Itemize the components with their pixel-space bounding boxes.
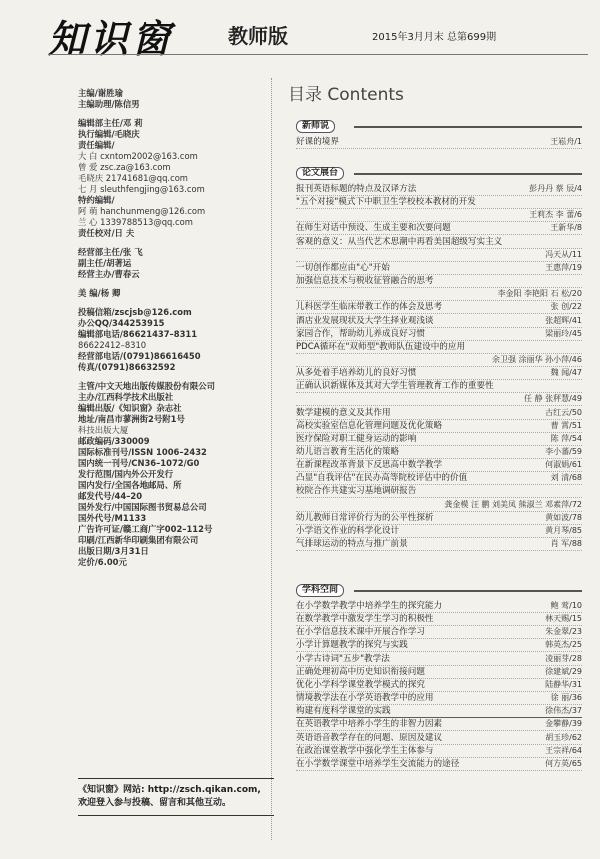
entry-title: 在小学数学教学中培养学生的探究能力 xyxy=(296,601,443,611)
toc-entry xyxy=(296,745,582,758)
info-block xyxy=(78,88,268,110)
entry-author-page: 任 静 张秤慧/49 xyxy=(524,394,582,404)
toc-entry xyxy=(296,420,582,433)
entry-author-page: 陆静华/31 xyxy=(545,679,582,689)
entry-title: 优化小学科学课堂教学模式的探究 xyxy=(296,679,425,690)
toc-entry xyxy=(296,433,582,446)
entry-title: 在英语教学中培养小学生的非智力因素 xyxy=(296,719,443,730)
info-line: 传真/(0791)86632592 xyxy=(78,362,176,372)
toc-entry xyxy=(296,301,582,314)
website-promo xyxy=(78,778,274,816)
promo-line: 欢迎登入参与投稿、留言和其他互动。 xyxy=(78,798,232,808)
entry-title: 校院合作共建实习基地调研报告 xyxy=(296,486,417,497)
info-line: 主编助理/陈信男 xyxy=(78,99,140,109)
info-line: 责任校对/日 夫 xyxy=(78,228,135,238)
entry-title: 英语语音教学存在的问题、原因及建议 xyxy=(296,732,443,743)
info-line: 兰 心 1339788513@qq.com xyxy=(78,217,193,227)
toc-entry xyxy=(296,446,582,459)
info-block xyxy=(78,307,268,373)
masthead xyxy=(48,8,588,61)
entry-title: 加强信息技术与税收征管融合的思考 xyxy=(296,276,434,287)
entry-author-page: 肖 军/88 xyxy=(550,539,582,549)
entry-author-page: 黄如波/78 xyxy=(545,512,582,522)
entry-title: 医疗保险对职工健身运动的影响 xyxy=(296,433,417,444)
info-line: 主管/中文天地出版传媒股份有限公司 xyxy=(78,381,216,391)
entry-title: 在数学教学中激发学生学习的积极性 xyxy=(296,614,434,625)
toc-entry xyxy=(296,758,582,771)
info-line: 经营部电话/(0791)86616450 xyxy=(78,351,201,361)
entry-title: 小学计算题教学的探究与实践 xyxy=(296,640,408,651)
masthead-info-column xyxy=(78,88,268,576)
entry-author-page: 张 创/22 xyxy=(550,302,582,312)
masthead-rule xyxy=(48,54,588,55)
info-line: 邮发代号/44–20 xyxy=(78,491,143,501)
entry-title: 好课的境界 xyxy=(296,137,339,147)
toc-entry xyxy=(296,136,582,149)
toc-entry xyxy=(296,262,582,275)
entry-author-page: 徐建斌/29 xyxy=(545,666,582,676)
info-line: 编辑出版/《知识窗》杂志社 xyxy=(78,403,182,413)
entry-author-page: 朱金翠/23 xyxy=(545,627,582,637)
entry-author-page: 王莉杰 李 蕾/6 xyxy=(529,210,582,220)
toc-entry xyxy=(296,512,582,525)
entry-author-page: 韩英杰/25 xyxy=(545,640,582,650)
promo-line: 《知识窗》网站: http://zsch.qikan.com, xyxy=(78,785,261,795)
toc-entry xyxy=(296,732,582,745)
entry-title: 构建有度科学课堂的实践 xyxy=(296,706,391,717)
toc-entry xyxy=(296,407,582,420)
toc-entry xyxy=(296,538,582,551)
toc-entry xyxy=(296,639,582,652)
entry-author-page: 古红云/50 xyxy=(545,407,582,417)
info-line: 印刷/江西新华印刷集团有限公司 xyxy=(78,535,199,545)
section-heading: 论文展台 xyxy=(296,167,344,180)
info-line: 出版日期/3月31日 xyxy=(78,546,149,556)
info-line: 邮政编码/330009 xyxy=(78,436,150,446)
info-block xyxy=(78,381,268,568)
info-line: 办公QQ/344253915 xyxy=(78,318,165,328)
toc-entry xyxy=(296,393,582,406)
entry-title: 客观的意义：从当代艺术思潮中再看美国超级写实主义 xyxy=(296,236,503,247)
toc-entry xyxy=(296,600,582,613)
info-line: 编辑部电话/86621437–8311 xyxy=(78,329,198,339)
issue-info: 2015年3月月末 总第699期 xyxy=(372,32,497,43)
toc-entry xyxy=(296,380,582,393)
entry-title: 在师生对话中预设、生成主要和次要问题 xyxy=(296,223,451,234)
info-line: 执行编辑/毛晓庆 xyxy=(78,129,140,139)
toc-entry xyxy=(296,692,582,705)
entry-title: 凸显"自我评估"在民办高等院校评估中的价值 xyxy=(296,473,468,484)
toc-entry xyxy=(296,499,582,512)
toc-entry xyxy=(296,236,582,249)
info-line: 责任编辑/ xyxy=(78,140,115,150)
toc-entry xyxy=(296,653,582,666)
entry-author-page: 王宗祥/64 xyxy=(545,745,582,755)
entry-title: 幼儿语言教育生活化的策略 xyxy=(296,447,400,457)
toc-entry xyxy=(296,196,582,209)
toc-entry xyxy=(296,485,582,498)
entry-author-page: 鲍 莺/10 xyxy=(550,601,582,610)
section-rule xyxy=(354,173,582,175)
info-line: 主编/谢胜瑜 xyxy=(78,88,123,98)
entry-title: 儿科医学生临床带教工作的体会及思考 xyxy=(296,302,443,313)
entry-title: 小学语文作业的科学化设计 xyxy=(296,525,400,536)
entry-author-page: 王惠萍/19 xyxy=(545,262,582,272)
entry-title: 一切创作都应由"心"开始 xyxy=(296,262,390,273)
entry-author-page: 林天赐/15 xyxy=(545,614,582,624)
info-block xyxy=(78,247,268,280)
toc-entry xyxy=(296,249,582,262)
entry-title: PDCA循环在"双师型"教师队伍建设中的应用 xyxy=(296,341,466,352)
toc-entry xyxy=(296,472,582,485)
info-line: 阿 萌 hanchunmeng@126.com xyxy=(78,206,206,216)
info-line: 七 月 sleuthfengjing@163.com xyxy=(78,184,205,194)
info-line: 国外发行/中国国际图书贸易总公司 xyxy=(78,502,207,512)
toc-entry xyxy=(296,183,582,196)
toc-entry xyxy=(296,679,582,692)
entry-author-page: 张超辉/41 xyxy=(545,315,582,325)
entry-title: 在小学数学课堂中培养学生交流能力的途径 xyxy=(296,758,460,769)
section-rule xyxy=(354,126,582,128)
info-line: 发行范围/国内外公开发行 xyxy=(78,469,174,479)
info-block xyxy=(78,118,268,239)
entry-author-page: 陈 萍/54 xyxy=(550,433,582,443)
entry-author-page: 徐伟杰/37 xyxy=(545,706,582,716)
toc-entry xyxy=(296,341,582,354)
entry-title: 幼儿教师日常评价行为的公平性探析 xyxy=(296,512,434,523)
toc-entry xyxy=(296,354,582,367)
entry-title: 高校实验室信息化管理问题及优化策略 xyxy=(296,420,443,431)
entry-author-page: 冯天从/11 xyxy=(545,249,582,259)
info-line: 大 白 cxntom2002@163.com xyxy=(78,151,198,161)
section-rule xyxy=(354,590,582,592)
info-line: 国内发行/全国各地邮局、所 xyxy=(78,480,182,490)
info-line: 定价/6.00元 xyxy=(78,557,127,567)
entry-title: 在政治课堂教学中强化学生主体参与 xyxy=(296,745,434,756)
section-heading: 学科空间 xyxy=(296,584,344,597)
entry-author-page: 何淑娟/61 xyxy=(545,460,582,470)
entry-author-page: 刘 清/68 xyxy=(550,473,582,483)
entry-author-page: 李小蕃/59 xyxy=(545,447,582,456)
toc-entry xyxy=(296,288,582,301)
info-line: 副主任/胡著运 xyxy=(78,258,132,268)
entry-author-page: 曹 霄/51 xyxy=(550,420,582,430)
entry-author-page: 徐 丽/36 xyxy=(550,693,582,703)
entry-title: 数学建模的意义及其作用 xyxy=(296,407,391,418)
entry-author-page: 余卫强 涂丽华 孙小萍/46 xyxy=(492,354,582,364)
toc-entry xyxy=(296,626,582,639)
entry-title: 小学古诗词"五步"教学法 xyxy=(296,653,390,664)
entry-author-page: 李金阳 李艳阳 石 松/20 xyxy=(497,289,582,299)
entry-author-page: 凌丽芽/28 xyxy=(545,653,582,663)
toc-entry xyxy=(296,666,582,679)
entry-author-page: 何方英/65 xyxy=(545,758,582,768)
info-block xyxy=(78,288,268,299)
info-line: 毛晓庆 21741681@qq.com xyxy=(78,173,188,183)
toc-entry xyxy=(296,209,582,222)
entry-author-page: 金攀静/39 xyxy=(545,719,582,729)
toc-entry xyxy=(296,367,582,380)
info-line: 投稿信箱/zscjsb@126.com xyxy=(78,307,192,317)
entry-title: 在小学信息技术课中开展合作学习 xyxy=(296,627,425,638)
entry-title: "五个对接"模式下中职卫生学校校本教材的开发 xyxy=(296,197,476,208)
toc-entry xyxy=(296,613,582,626)
entry-title: 家园合作，帮助幼儿养成良好习惯 xyxy=(296,328,425,339)
info-line: 国外代号/M1133 xyxy=(78,513,147,523)
toc-entry xyxy=(296,705,582,718)
edition-label: 教师版 xyxy=(228,24,288,48)
entry-title: 从多处着手培养幼儿的良好习惯 xyxy=(296,368,417,379)
toc-title: 目录 Contents xyxy=(288,85,404,105)
info-line: 地址/南昌市蓼洲街2号附1号 xyxy=(78,414,185,424)
info-line: 国际标准刊号/ISSN 1006–2432 xyxy=(78,447,207,457)
column-divider xyxy=(271,78,272,840)
entry-title: 气排球运动的特点与推广前景 xyxy=(296,539,408,550)
info-line: 广告许可证/赣工商广字002–112号 xyxy=(78,524,213,534)
info-line: 国内统一刊号/CN36–1072/G0 xyxy=(78,458,200,468)
info-line: 主办/江西科学技术出版社 xyxy=(78,392,174,402)
toc-entry xyxy=(296,222,582,235)
toc-entry xyxy=(296,275,582,288)
entry-title: 情境教学法在小学英语教学中的应用 xyxy=(296,693,434,704)
info-line: 经营主办/曹春云 xyxy=(78,269,140,279)
info-line: 编辑部主任/邓 莉 xyxy=(78,118,143,128)
info-line: 科技出版大厦 xyxy=(78,425,129,435)
entry-title: 正确认识新媒体及其对大学生管理教育工作的重要性 xyxy=(296,381,494,392)
toc-entry xyxy=(296,315,582,328)
toc-entry xyxy=(296,525,582,538)
entry-author-page: 梁丽玲/45 xyxy=(545,328,582,338)
entry-author-page: 魏 闻/47 xyxy=(550,368,582,378)
section-heading: 新师说 xyxy=(296,120,335,133)
toc-entry xyxy=(296,328,582,341)
info-line: 美 编/杨 卿 xyxy=(78,288,121,298)
entry-title: 报刊英语标题的特点及汉译方法 xyxy=(296,184,417,194)
entry-author-page: 彭丹丹 蔡 辰/4 xyxy=(529,184,582,193)
info-line: 86622412–8310 xyxy=(78,340,147,350)
entry-title: 正确处理初高中历史知识衔接问题 xyxy=(296,666,425,677)
entry-title: 酒店业发展现状及大学生择业观浅谈 xyxy=(296,315,434,326)
info-line: 经营部主任/张 飞 xyxy=(78,247,143,257)
info-line: 曾 爱 zsc.za@163.com xyxy=(78,162,171,172)
entry-author-page: 王新华/8 xyxy=(550,223,582,233)
entry-title: 在新课程改革背景下反思高中数学教学 xyxy=(296,460,443,471)
toc-entry xyxy=(296,459,582,472)
info-line: 特约编辑/ xyxy=(78,195,115,205)
entry-author-page: 龚金模 汪 鹏 刘美凤 熊淑兰 邓素萍/72 xyxy=(444,499,582,509)
toc-entry xyxy=(296,718,582,731)
entry-author-page: 王崧舟/1 xyxy=(550,137,582,146)
magazine-logo: 知识窗 xyxy=(48,16,175,61)
entry-author-page: 黄月琴/85 xyxy=(545,525,582,535)
entry-author-page: 胡玉珍/62 xyxy=(545,732,582,742)
